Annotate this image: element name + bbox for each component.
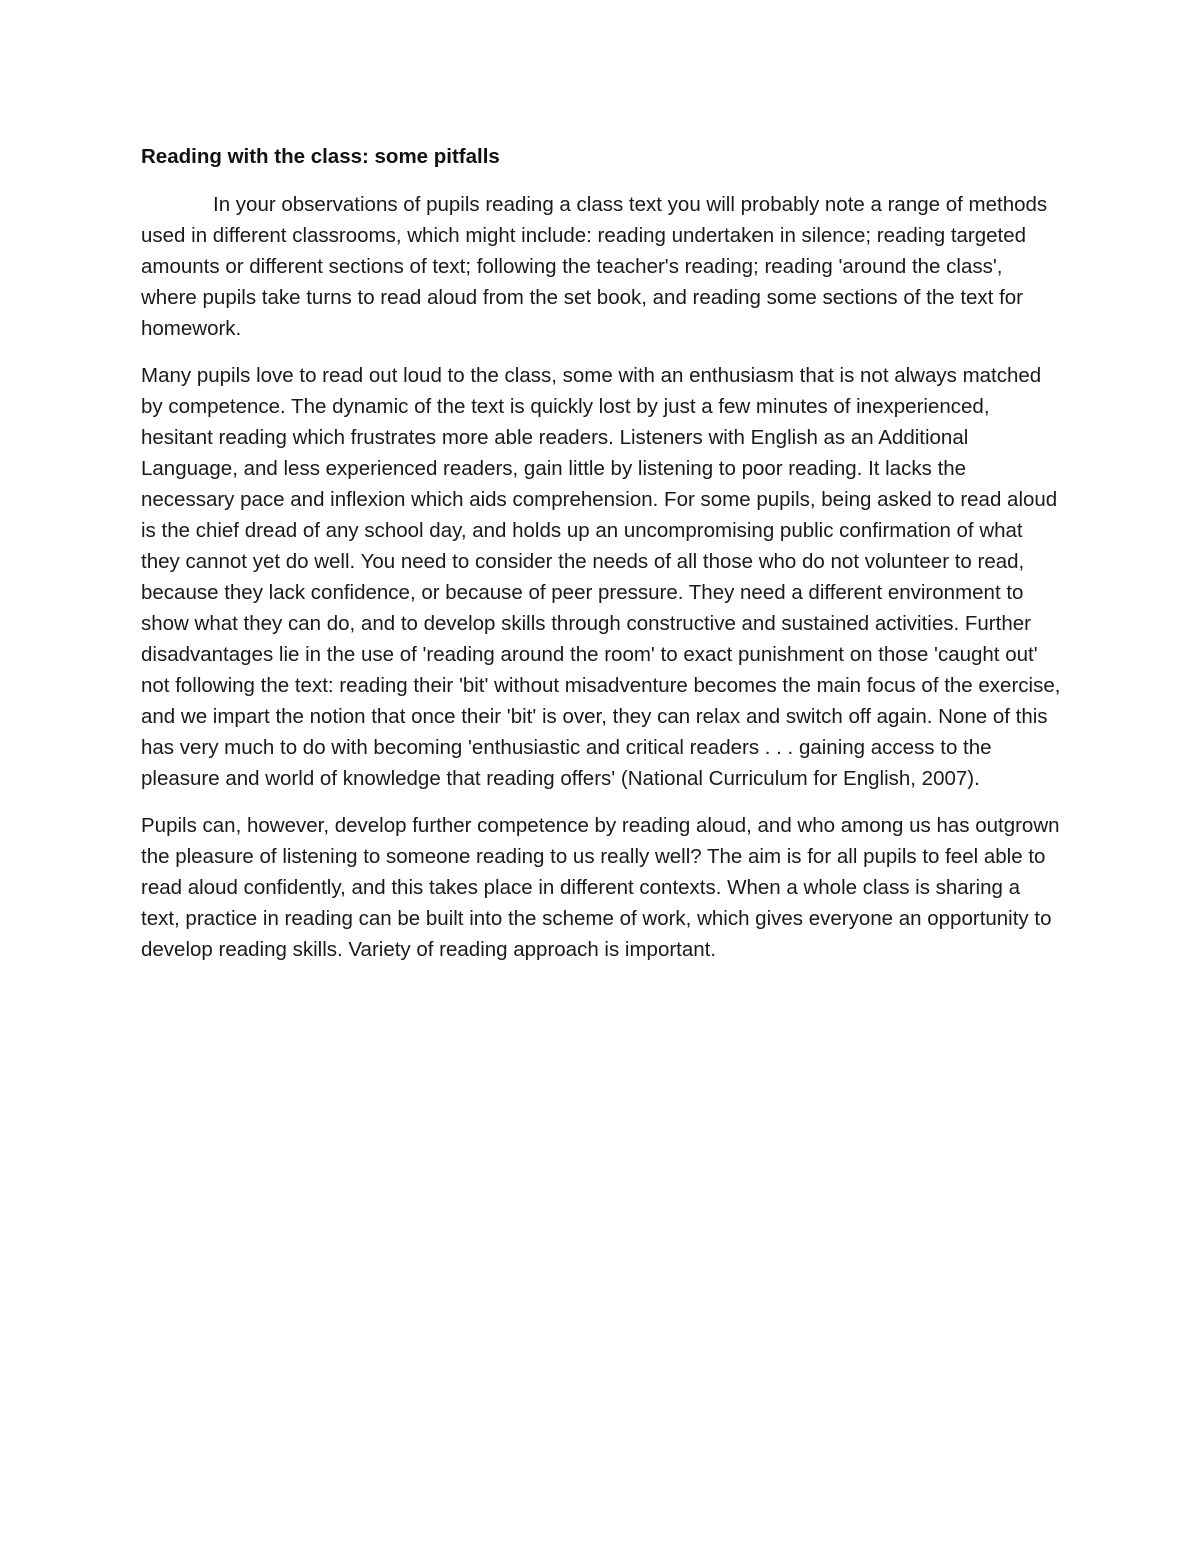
paragraph-reading-methods: In your observations of pupils reading a class text you will probably note a range of methods used in different classrooms, which might include: reading undertaken in silence; reading targeted amounts or different sections of text; following the teacher's reading; reading 'around the class', where pupils take turns to read aloud from the set book, and reading some sections of the text for homework. xyxy=(141,193,1048,340)
document-title: Reading with the class: some pitfalls xyxy=(141,145,500,168)
paragraph-reading-aloud-pitfalls: Many pupils love to read out loud to the class, some with an enthusiasm that is not always matched by competence. The dynamic of the text is quickly lost by just a few minutes of inexperienced, hesitant reading which frustrates more able readers. Listeners with English as an Additional Language, and less experienced readers, gain little by listening to poor reading. It lacks the necessary pace and inflexion which aids comprehension. For some pupils, being asked to read aloud is the chief dread of any school day, and holds up an uncompromising public confirmation of what they cannot yet do well. You need to consider the needs of all those who do not volunteer to read, because they lack confidence, or because of peer pressure. They need a different environment to show what they can do, and to develop skills through constructive and sustained activities. Further disadvantages lie in the use of 'reading around the room' to exact punishment on those 'caught out' not following the text: reading their 'bit' without misadventure becomes the main focus of the exercise, and we impart the notion that once their 'bit' is over, they can relax and switch off again. None of this has very much to do with becoming 'enthusiastic and critical readers . . . gaining access to the pleasure and world of knowledge that reading offers' (National Curriculum for English, 2007). xyxy=(141,364,1061,790)
document-body xyxy=(141,143,1061,981)
paragraph-reading-aloud-benefits: Pupils can, however, develop further competence by reading aloud, and who among us has outgrown the pleasure of listening to someone reading to us really well? The aim is for all pupils to feel able to read aloud confidently, and this takes place in different contexts. When a whole class is sharing a text, practice in reading can be built into the scheme of work, which gives everyone an opportunity to develop reading skills. Variety of reading approach is important. xyxy=(141,814,1060,961)
